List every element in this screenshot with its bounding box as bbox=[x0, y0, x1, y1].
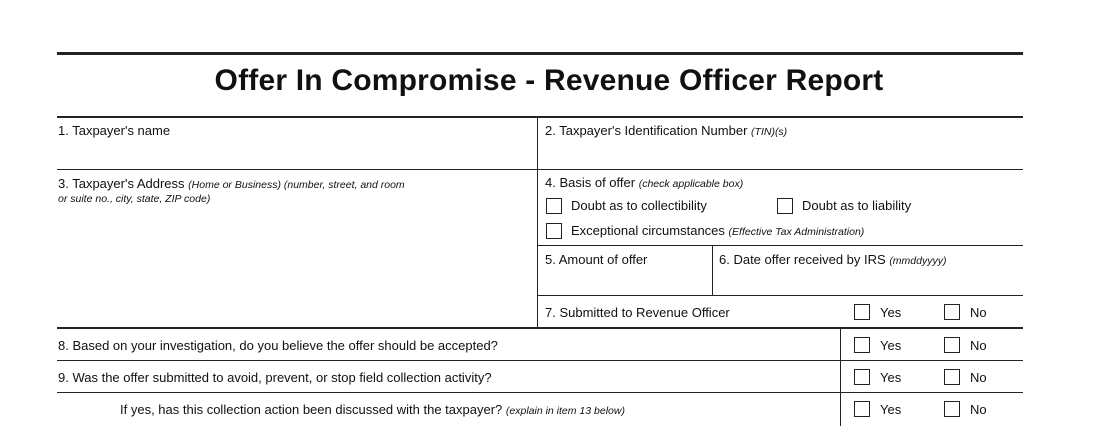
date-received-label bbox=[719, 252, 946, 267]
q8-no-label: No bbox=[970, 338, 987, 353]
offer-accepted-question: 8. Based on your investigation, do you believe the offer should be accepted? bbox=[58, 338, 498, 353]
liability-label: Doubt as to liability bbox=[802, 198, 912, 213]
exceptional-note: (Effective Tax Administration) bbox=[728, 226, 865, 238]
rule-row9 bbox=[57, 360, 1023, 361]
submitted-to-ro-label: 7. Submitted to Revenue Officer bbox=[545, 305, 730, 320]
q9-no-checkbox[interactable] bbox=[944, 369, 960, 385]
date-received-text: 6. Date offer received by IRS bbox=[719, 252, 886, 267]
tin-label bbox=[545, 123, 787, 138]
form-title: Offer In Compromise - Revenue Officer Report bbox=[214, 64, 884, 97]
exceptional-checkbox[interactable] bbox=[546, 223, 562, 239]
q7-yes-checkbox[interactable] bbox=[854, 304, 870, 320]
rule-row9b bbox=[57, 392, 1023, 393]
top-rule bbox=[57, 52, 1023, 55]
tin-label-note: (TIN)(s) bbox=[751, 126, 788, 138]
discussed-question bbox=[120, 402, 625, 417]
rule-row1 bbox=[57, 169, 1023, 170]
q8-no-checkbox[interactable] bbox=[944, 337, 960, 353]
date-received-note: (mmddyyyy) bbox=[889, 255, 947, 267]
basis-of-offer-note: (check applicable box) bbox=[638, 178, 744, 190]
q8-yes-checkbox[interactable] bbox=[854, 337, 870, 353]
liability-checkbox[interactable] bbox=[777, 198, 793, 214]
basis-of-offer-text: 4. Basis of offer bbox=[545, 175, 636, 190]
q7-no-label: No bbox=[970, 305, 987, 320]
rule-row7 bbox=[538, 295, 1023, 296]
q9b-yes-label: Yes bbox=[880, 402, 902, 417]
q9-no-label: No bbox=[970, 370, 987, 385]
address-label bbox=[58, 176, 405, 191]
collection-activity-question: 9. Was the offer submitted to avoid, prevent, or stop field collection activity? bbox=[58, 370, 492, 385]
address-note-line1: (Home or Business) (number, street, and room bbox=[188, 179, 405, 191]
q9b-yes-checkbox[interactable] bbox=[854, 401, 870, 417]
amount-of-offer-label: 5. Amount of offer bbox=[545, 252, 648, 267]
q9b-no-label: No bbox=[970, 402, 987, 417]
q7-no-checkbox[interactable] bbox=[944, 304, 960, 320]
q9-yes-checkbox[interactable] bbox=[854, 369, 870, 385]
collectibility-label: Doubt as to collectibility bbox=[571, 198, 707, 213]
tin-label-text: 2. Taxpayer's Identification Number bbox=[545, 123, 748, 138]
rule-row5 bbox=[538, 245, 1023, 246]
address-note-line2: or suite no., city, state, ZIP code) bbox=[58, 193, 211, 205]
taxpayer-name-label: 1. Taxpayer's name bbox=[58, 123, 171, 138]
q9-yes-label: Yes bbox=[880, 370, 902, 385]
address-label-text: 3. Taxpayer's Address bbox=[58, 176, 185, 191]
rule-row8 bbox=[57, 327, 1023, 329]
discussed-note: (explain in item 13 below) bbox=[505, 405, 625, 417]
q7-yes-label: Yes bbox=[880, 305, 902, 320]
collectibility-checkbox[interactable] bbox=[546, 198, 562, 214]
basis-of-offer-label bbox=[545, 175, 743, 190]
q8-yes-label: Yes bbox=[880, 338, 902, 353]
exceptional-text: Exceptional circumstances bbox=[571, 223, 725, 238]
title-rule bbox=[57, 116, 1023, 118]
q9b-no-checkbox[interactable] bbox=[944, 401, 960, 417]
divider-answers bbox=[840, 328, 841, 426]
exceptional-label bbox=[571, 223, 864, 238]
divider-5-6 bbox=[712, 245, 713, 295]
discussed-text: If yes, has this collection action been discussed with the taxpayer? bbox=[120, 402, 503, 417]
